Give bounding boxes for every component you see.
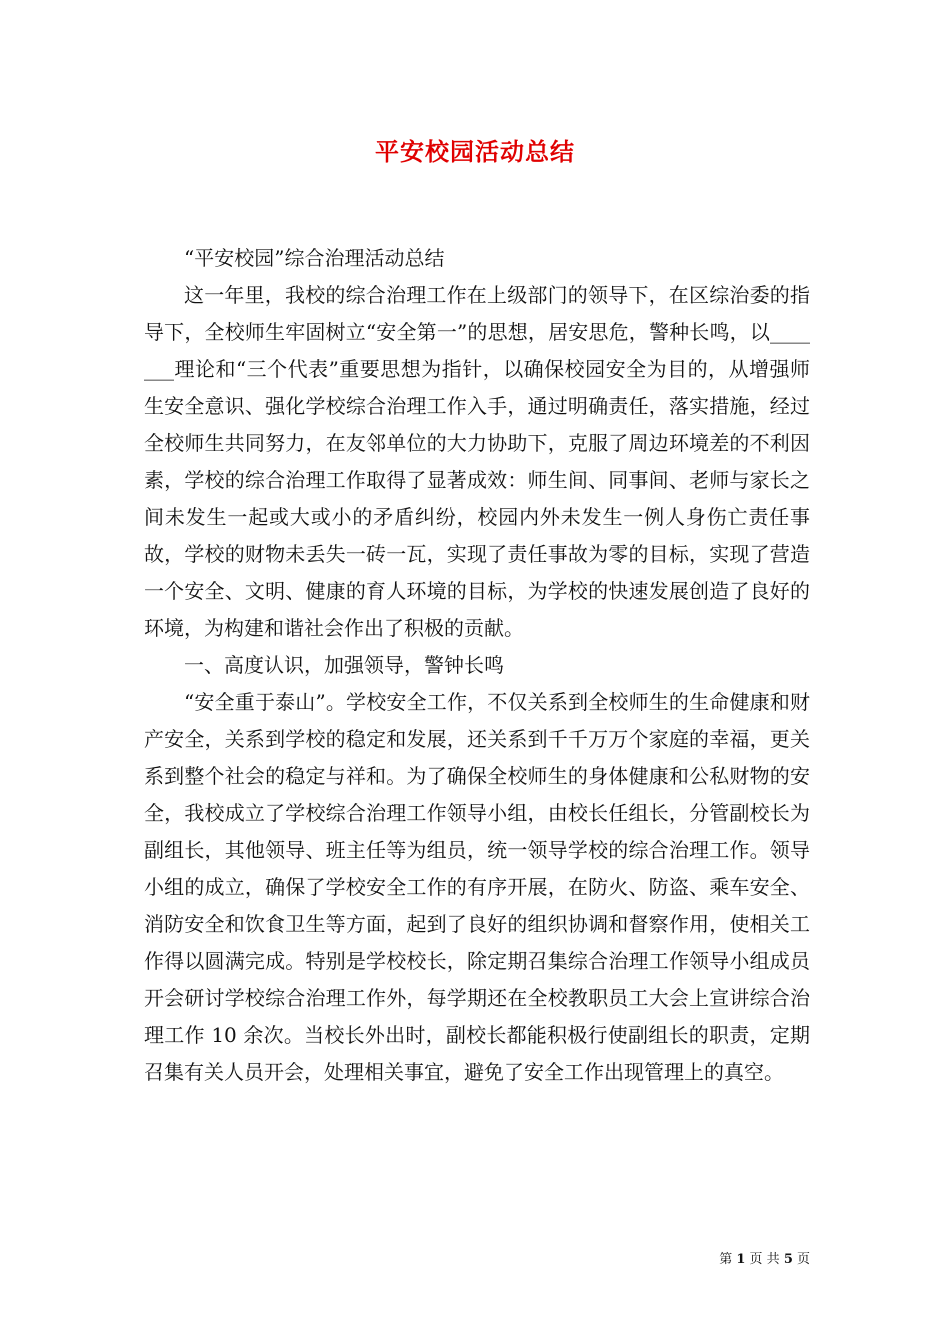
paragraph-section-one: “安全重于泰山”。学校安全工作，不仅关系到全校师生的生命健康和财产安全，关系到学校的稳定和发展，还关系到千千万万个家庭的幸福，更关系到整个社会的稳定与祥和。为了确保全校师生的身体健康和公私财物的安全，我校成立了学校综合治理工作领导小组，由校长任组长，分管副校长为副组长，其他领导、班主任等为组员，统一领导学校的综合治理工作。领导小组的成立，确保了学校安全工作的有序开展，在防火、防盗、乘车安全、消防安全和饮食卫生等方面，起到了良好的组织协调和督察作用，使相关工作得以圆满完成。特别是学校校长，除定期召集综合治理工作领导小组成员开会研讨学校综合治理工作外，每学期还在全校教职员工大会上宣讲综合治理工作 10 余次。当校长外出时，副校长都能积极行使副组长的职责，定期召集有关人员开会，处理相关事宜，避免了安全工作出现管理上的真空。 (144, 690, 810, 1084)
footer-total-pages: 5 (783, 1252, 793, 1267)
paragraph-intro: 这一年里，我校的综合治理工作在上级部门的领导下，在区综治委的指导下，全校师生牢固树立“安全第一”的思想，居安思危，警种长鸣，以_______理论和“三个代表”重要思想为指针，以确保校园安全为目的，从增强师生安全意识、强化学校综合治理工作入手，通过明确责任，落实措施，经过全校师生共同努力，在友邻单位的大力协助下，克服了周边环境差的不利因素，学校的综合治理工作取得了显著成效：师生间、同事间、老师与家长之间未发生一起或大或小的矛盾纠纷，校园内外未发生一例人身伤亡责任事故，学校的财物未丢失一砖一瓦，实现了责任事故为零的目标，实现了营造一个安全、文明、健康的育人环境的目标，为学校的快速发展创造了良好的环境，为构建和谐社会作出了积极的贡献。 (144, 283, 810, 640)
page-title: 平安校园活动总结 (375, 137, 575, 166)
document-subtitle: “平安校园”综合治理活动总结 (184, 246, 445, 270)
footer-current-page: 1 (736, 1252, 746, 1267)
document-body (144, 240, 810, 1091)
page-footer (650, 1248, 810, 1267)
footer-suffix: 页 (792, 1252, 810, 1267)
footer-prefix: 第 (719, 1252, 737, 1267)
footer-middle: 页 共 (745, 1252, 784, 1267)
section-heading: 一、高度认识，加强领导，警钟长鸣 (184, 653, 504, 677)
